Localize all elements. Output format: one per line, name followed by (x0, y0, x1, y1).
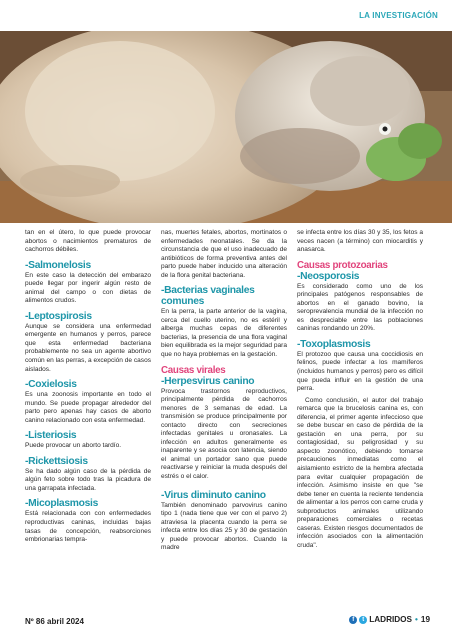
paragraph: Provoca trastornos reproductivos, principalmente pérdida de cachorros menores de 3 semanas de edad. La transmisión se produce principalmente por contacto directo con secreciones infectadas genitales u oronasales. La infección en adultos generalmente es inaparente y se asocia con latencia, siendo el animal un portador sano que puede reactivarse y reiniciar la muda después del estrés o el calor. (161, 387, 287, 481)
brand-name: LADRIDOS (369, 615, 413, 624)
column-2 (161, 229, 287, 556)
paragraph: Es considerado como uno de los principales patógenos responsables de abortos en el ganado bovino, la seroprevalencia mundial de la infección no es despreciable entre las poblaciones caninas rondando un 20%. (297, 282, 423, 333)
paragraph: También denominado parvovirus canino tipo 1 (nada tiene que ver con el parvo 2) atraviesa la placenta cuando la perra se infecta entre los días 25 y 30 de gestación y puede provocar abortos. Cuando la madre (161, 501, 287, 552)
heading-bacterias: -Bacterias vaginales comunes (161, 285, 255, 308)
issue-number: Nº 86 abril 2024 (25, 617, 84, 626)
heading-neosporosis: -Neosporosis (297, 270, 360, 282)
page-number: 19 (420, 615, 430, 624)
dog-photo-icon (0, 31, 452, 223)
column-1 (25, 229, 151, 548)
column-3 (297, 229, 423, 554)
separator: • (415, 615, 418, 624)
paragraph: En este caso la detección del embarazo puede llegar por ingerir algún resto de animal del campo o con dietas de alimentos crudos. (25, 271, 151, 305)
paragraph: Aunque se considera una enfermedad emergente en humanos y perros, parece que esta enfermedad bacteriana probablemente no sea un agente abortivo común en las perras, a excepción de casos aislados. (25, 322, 151, 373)
paragraph: tan en el útero, lo que puede provocar abortos o nacimientos prematuros de cachorros débiles. (25, 229, 151, 254)
paragraph: Está relacionada con con enfermedades reproductivas caninas, incluidas bajas tasas de concepción, reabsorciones embrionarias tempra- (25, 510, 151, 544)
paragraph: En la perra, la parte anterior de la vagina, cerca del cuello uterino, no es estéril y alberga muchas cepas de diferentes bacterias, la presencia de una flora vaginal bien equilibrada es la mejor seguridad para que no haya problemas en la gestación. (161, 308, 287, 359)
paragraph: Puede provocar un aborto tardío. (25, 442, 122, 450)
heading-salmonelosis: -Salmonelosis (25, 259, 91, 271)
paragraph: El protozoo que causa una coccidiosis en felinos, puede infectar a los mamíferos (incluidos humanos y perros) pero es difícil que pueda influir en la gestión de una perra. (297, 350, 423, 393)
heading-rickettsiosis: -Rickettsiosis (25, 455, 88, 467)
footer-brand (349, 615, 430, 624)
heading-coxielosis: -Coxielosis (25, 379, 77, 391)
article-body (25, 229, 429, 611)
heading-toxoplasmosis: -Toxoplasmosis (297, 338, 371, 350)
heading-herpesvirus: -Herpesvirus canino (161, 375, 255, 387)
facebook-icon[interactable]: f (349, 616, 357, 624)
paragraph: Es una zoonosis importante en todo el mundo. Se puede propagar alrededor del parto pero apenas hay casos de aborto canino relacionado con esta enfermedad. (25, 391, 151, 424)
dog-photo (0, 31, 452, 223)
paragraph: Se ha dado algún caso de la pérdida de algún feto sobre todo tras la picadura de una garrapata infectada. (25, 467, 151, 492)
heading-virus-diminuto: -Virus diminuto canino (161, 489, 266, 501)
paragraph: nas, muertes fetales, abortos, mortinatos o enfermedades neonatales. Se da la circunstancia de que el uso inadecuado de antibióticos de forma preventiva antes del parto puede haber inducido una alteración de la flora genital bacteriana. (161, 229, 287, 279)
heading-listeriosis: -Listeriosis (25, 430, 77, 442)
heading-causas-protozoarias: Causas protozoarias (297, 259, 388, 271)
section-label: LA INVESTIGACIÓN (359, 11, 438, 20)
heading-leptospirosis: -Leptospirosis (25, 310, 92, 322)
paragraph: se infecta entre los días 30 y 35, los fetos a veces nacen (a término) con miocarditis y anasarca. (297, 229, 423, 254)
heading-micoplasmosis: -Micoplasmosis (25, 498, 99, 510)
paragraph-conclusion: Como conclusión, el autor del trabajo remarca que la brucelosis canina es, con diferencia, el primer agente infeccioso que se debe buscar en caso de pérdida de la gestación en una perra, por su contagiosidad, su peligrosidad y su aspecto zoonótico, debiendo tomarse precauciones inmediatas como el aislamiento estricto de la hembra afectada para evitar cualquier propagación de infección. Asimismo insiste en que "se debe tener en cuenta la reciente tendencia de alimentar a los perros con carne cruda y subproductos animales utilizando preparaciones comerciales o recetas caseras. Existen riesgos documentados de infección asociados con la alimentación cruda". (297, 396, 423, 549)
twitter-icon[interactable]: t (359, 616, 367, 624)
heading-causas-virales: Causas virales (161, 364, 226, 376)
